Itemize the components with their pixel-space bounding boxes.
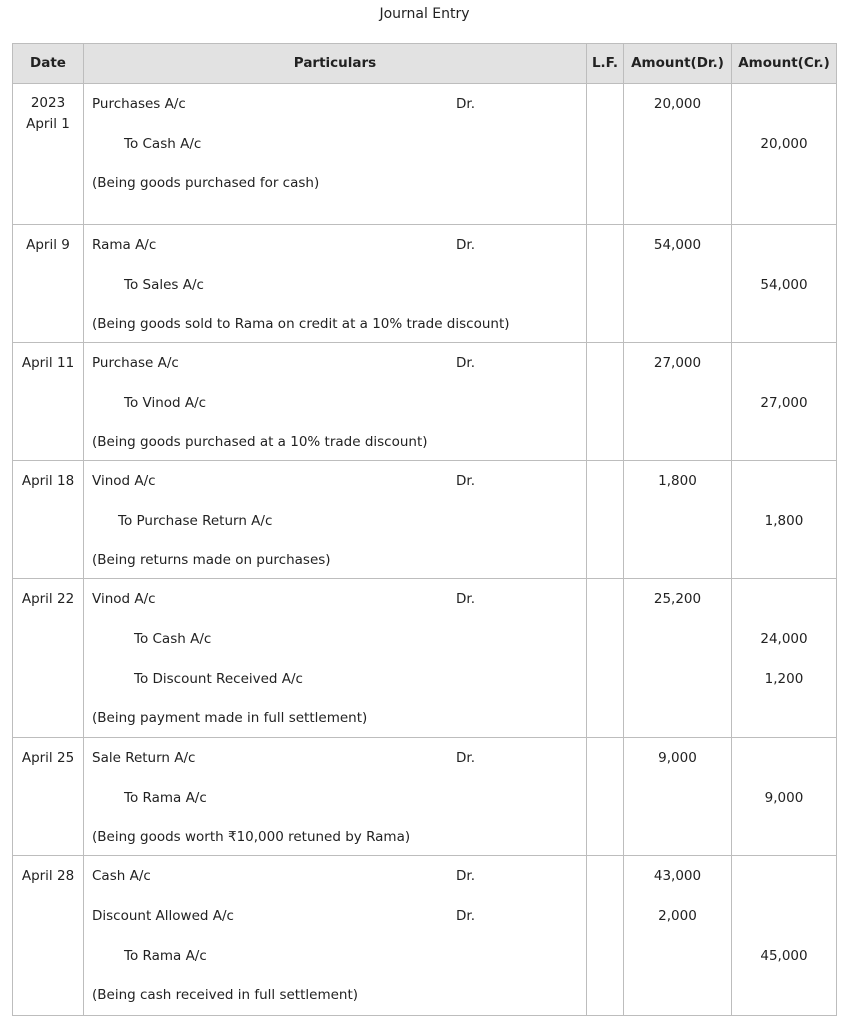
column-divider	[623, 44, 624, 1015]
column-divider	[586, 44, 587, 1015]
debit-account: Purchases A/c	[92, 96, 186, 112]
table-row	[13, 84, 836, 225]
entry-date: April 22	[21, 591, 75, 607]
credit-amount: 54,000	[760, 277, 808, 293]
column-divider	[83, 44, 84, 1015]
header-credit: Amount(Cr.)	[738, 55, 830, 71]
header-date: Date	[30, 55, 66, 71]
credit-amount: 45,000	[760, 948, 808, 964]
entry-date: April 28	[21, 868, 75, 884]
entry-date: April 11	[21, 355, 75, 371]
dr-label: Dr.	[456, 473, 475, 489]
credit-amount: 27,000	[760, 395, 808, 411]
narration: (Being cash received in full settlement)	[92, 987, 359, 1003]
table-row	[13, 461, 836, 579]
dr-label: Dr.	[456, 750, 475, 766]
credit-account: To Rama A/c	[124, 948, 207, 964]
entry-date: April 18	[21, 473, 75, 489]
credit-account: To Vinod A/c	[124, 395, 207, 411]
table-row	[13, 225, 836, 343]
narration: (Being goods sold to Rama on credit at a 10% trade discount)	[92, 316, 510, 332]
dr-label: Dr.	[456, 96, 475, 112]
table-header	[13, 44, 836, 84]
debit-amount: 27,000	[653, 355, 702, 371]
debit-account: Vinod A/c	[92, 591, 156, 607]
credit-account: To Cash A/c	[134, 631, 212, 647]
debit-amount: 43,000	[653, 868, 702, 884]
credit-amount: 9,000	[764, 790, 804, 806]
header-debit: Amount(Dr.)	[631, 55, 724, 71]
dr-label: Dr.	[456, 868, 475, 884]
dr-label: Dr.	[456, 237, 475, 253]
credit-account: To Purchase Return A/c	[118, 513, 273, 529]
dr-label: Dr.	[456, 908, 475, 924]
narration: (Being payment made in full settlement)	[92, 710, 368, 726]
debit-amount: 25,200	[653, 591, 702, 607]
narration: (Being returns made on purchases)	[92, 552, 331, 568]
column-divider	[731, 44, 732, 1015]
debit-account: Vinod A/c	[92, 473, 156, 489]
debit-account: Purchase A/c	[92, 355, 179, 371]
table-row	[13, 856, 836, 1015]
credit-amount: 20,000	[760, 136, 808, 152]
debit-account: Discount Allowed A/c	[92, 908, 234, 924]
table-row	[13, 343, 836, 461]
header-particulars: Particulars	[293, 55, 377, 71]
credit-amount: 24,000	[760, 631, 808, 647]
debit-amount: 2,000	[658, 908, 697, 924]
journal-table	[12, 43, 837, 1016]
debit-amount: 1,800	[658, 473, 697, 489]
debit-amount: 9,000	[658, 750, 697, 766]
credit-account: To Discount Received A/c	[134, 671, 303, 687]
debit-account: Cash A/c	[92, 868, 151, 884]
header-lf: L.F.	[591, 55, 619, 71]
entry-year: 2023	[30, 95, 66, 111]
table-row	[13, 738, 836, 856]
table-row	[13, 579, 836, 738]
dr-label: Dr.	[456, 591, 475, 607]
debit-account: Sale Return A/c	[92, 750, 196, 766]
debit-amount: 54,000	[653, 237, 702, 253]
narration: (Being goods purchased for cash)	[92, 175, 320, 191]
credit-amount: 1,800	[764, 513, 804, 529]
debit-amount: 20,000	[653, 96, 702, 112]
credit-account: To Cash A/c	[124, 136, 202, 152]
entry-date: April 25	[21, 750, 75, 766]
page-title: Journal Entry	[379, 6, 470, 22]
entry-date: April 9	[26, 237, 70, 253]
entry-date: April 1	[26, 116, 70, 132]
narration: (Being goods worth ₹10,000 retuned by Rama)	[92, 829, 411, 845]
debit-account: Rama A/c	[92, 237, 157, 253]
credit-amount: 1,200	[764, 671, 804, 687]
dr-label: Dr.	[456, 355, 475, 371]
narration: (Being goods purchased at a 10% trade discount)	[92, 434, 428, 450]
credit-account: To Sales A/c	[124, 277, 204, 293]
credit-account: To Rama A/c	[124, 790, 207, 806]
